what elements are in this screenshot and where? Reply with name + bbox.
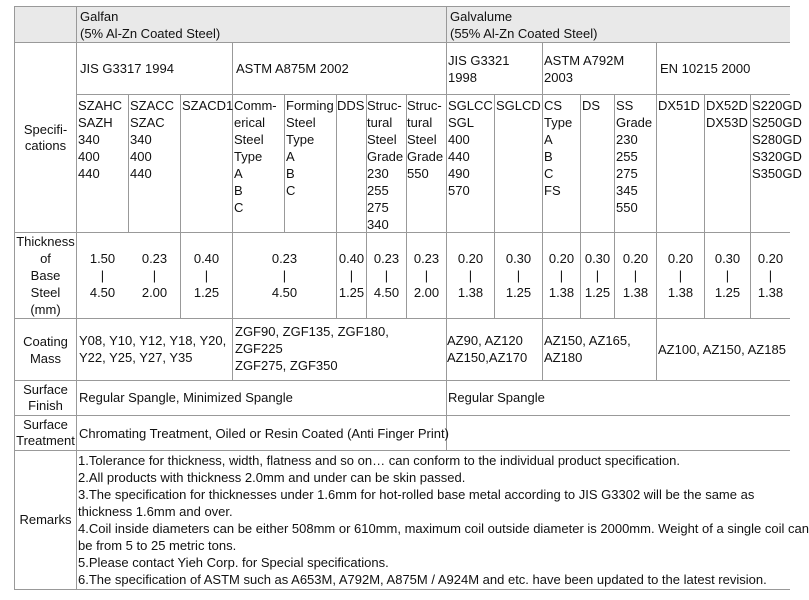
standard-astm-a792m: ASTM A792M 2003 (544, 53, 625, 85)
grid-line (14, 318, 790, 319)
coating-mass-en-10215: AZ100, AZ150, AZ185 (658, 342, 786, 357)
label-thickness: Thickness of Base Steel (mm) (16, 234, 75, 317)
standard-en-10215: EN 10215 2000 (660, 61, 751, 76)
label-remarks: Remarks (19, 512, 72, 527)
remark-item: 4.Coil inside diameters can be either 508mm or 610mm, maximum coil outside diameter is 2000mm. Weight of a single coil can be from 5 to 25 metric tons. (78, 521, 809, 553)
remark-item: 3.The specification for thicknesses under 1.6mm for hot-rolled base metal according to JIS G3302 will be the same as thickness 1.6mm and over. (78, 487, 755, 519)
remark-item: 6.The specification of ASTM such as A653M, A792M, A875M / A924M and etc. have been updated to the latest revision. (78, 572, 767, 587)
grid-line (14, 415, 790, 416)
grade-s-gd: S220GD S250GD S280GD S320GD S350GD (752, 98, 802, 181)
grade-ds: DS (582, 98, 601, 113)
thickness-dds: 0.40 | 1.25 (338, 251, 365, 300)
standard-astm-a875m: ASTM A875M 2002 (236, 61, 349, 76)
remark-item: 1.Tolerance for thickness, width, flatness and so on… can conform to the individual product specification. (78, 453, 680, 468)
grade-dds: DDS (337, 98, 365, 113)
coating-mass-astm-a875m: ZGF90, ZGF135, ZGF180, ZGF225 ZGF275, ZGF350 (235, 324, 389, 373)
grade-szacd1: SZACD1 (182, 98, 234, 113)
grade-dx51d: DX51D (658, 98, 700, 113)
label-surface-finish: Surface Finish (23, 382, 68, 413)
grid-line (14, 380, 790, 381)
thickness-commercial-forming: 0.23 | 4.50 (271, 251, 298, 300)
thickness-ds: 0.30 | 1.25 (584, 251, 611, 300)
thickness-dx52d: 0.30 | 1.25 (714, 251, 741, 300)
thickness-sglcd: 0.30 | 1.25 (505, 251, 532, 300)
grade-dx52d: DX52D DX53D (706, 98, 748, 130)
header-galvalume: Galvalume (55% Al-Zn Coated Steel) (447, 7, 790, 42)
standard-jis-g3321: JIS G3321 1998 (448, 53, 510, 85)
grid-line (14, 42, 790, 43)
header-galfan: Galfan (5% Al-Zn Coated Steel) (77, 7, 446, 42)
thickness-szacc: 0.23 | 2.00 (141, 251, 168, 300)
coating-mass-jis-g3321: AZ90, AZ120 AZ150,AZ170 (447, 333, 528, 365)
grade-commercial-steel: Comm- erical Steel Type A B C (234, 98, 277, 215)
surface-finish-galfan: Regular Spangle, Minimized Spangle (79, 390, 293, 405)
grade-structural-steel-550: Struc- tural Steel Grade 550 (407, 98, 444, 181)
surface-treatment-value: Chromating Treatment, Oiled or Resin Coated (Anti Finger Print) (79, 426, 449, 441)
thickness-szahc: 1.50 | 4.50 (89, 251, 116, 300)
label-surface-treatment: Surface Treatment (16, 417, 75, 448)
thickness-structural-550: 0.23 | 2.00 (413, 251, 440, 300)
coating-mass-astm-a792m: AZ150, AZ165, AZ180 (544, 333, 631, 365)
label-coating-mass: Coating Mass (23, 333, 68, 366)
thickness-cs: 0.20 | 1.38 (548, 251, 575, 300)
grade-structural-steel: Struc- tural Steel Grade 230 255 275 340 (367, 98, 404, 232)
remark-item: 5.Please contact Yieh Corp. for Special specifications. (78, 555, 389, 570)
grid-line (14, 589, 790, 590)
thickness-sglcc: 0.20 | 1.38 (457, 251, 484, 300)
grade-szahc: SZAHC SAZH 340 400 440 (78, 98, 123, 181)
grade-cs: CS Type A B C FS (544, 98, 573, 198)
thickness-structural: 0.23 | 4.50 (373, 251, 400, 300)
grade-sglcd: SGLCD (496, 98, 541, 113)
thickness-dx51d: 0.20 | 1.38 (667, 251, 694, 300)
grade-forming-steel: Forming Steel Type A B C (286, 98, 334, 198)
grade-szacc: SZACC SZAC 340 400 440 (130, 98, 175, 181)
thickness-szacd1: 0.40 | 1.25 (193, 251, 220, 300)
grid-line (14, 232, 790, 233)
grid-line (76, 94, 790, 95)
label-specifications: Specifi- cations (23, 121, 68, 153)
grade-sglcc: SGLCC SGL 400 440 490 570 (448, 98, 493, 198)
thickness-ss: 0.20 | 1.38 (622, 251, 649, 300)
surface-finish-galvalume: Regular Spangle (448, 390, 545, 405)
coating-mass-jis-g3317: Y08, Y10, Y12, Y18, Y20, Y22, Y25, Y27, Y35 (79, 333, 227, 365)
thickness-s-gd: 0.20 | 1.38 (757, 251, 784, 300)
grade-ss: SS Grade 230 255 275 345 550 (616, 98, 653, 215)
remark-item: 2.All products with thickness 2.0mm and under can be skin passed. (78, 470, 466, 485)
standard-jis-g3317: JIS G3317 1994 (80, 61, 174, 76)
grid-line (14, 450, 790, 451)
header-corner (15, 7, 76, 42)
